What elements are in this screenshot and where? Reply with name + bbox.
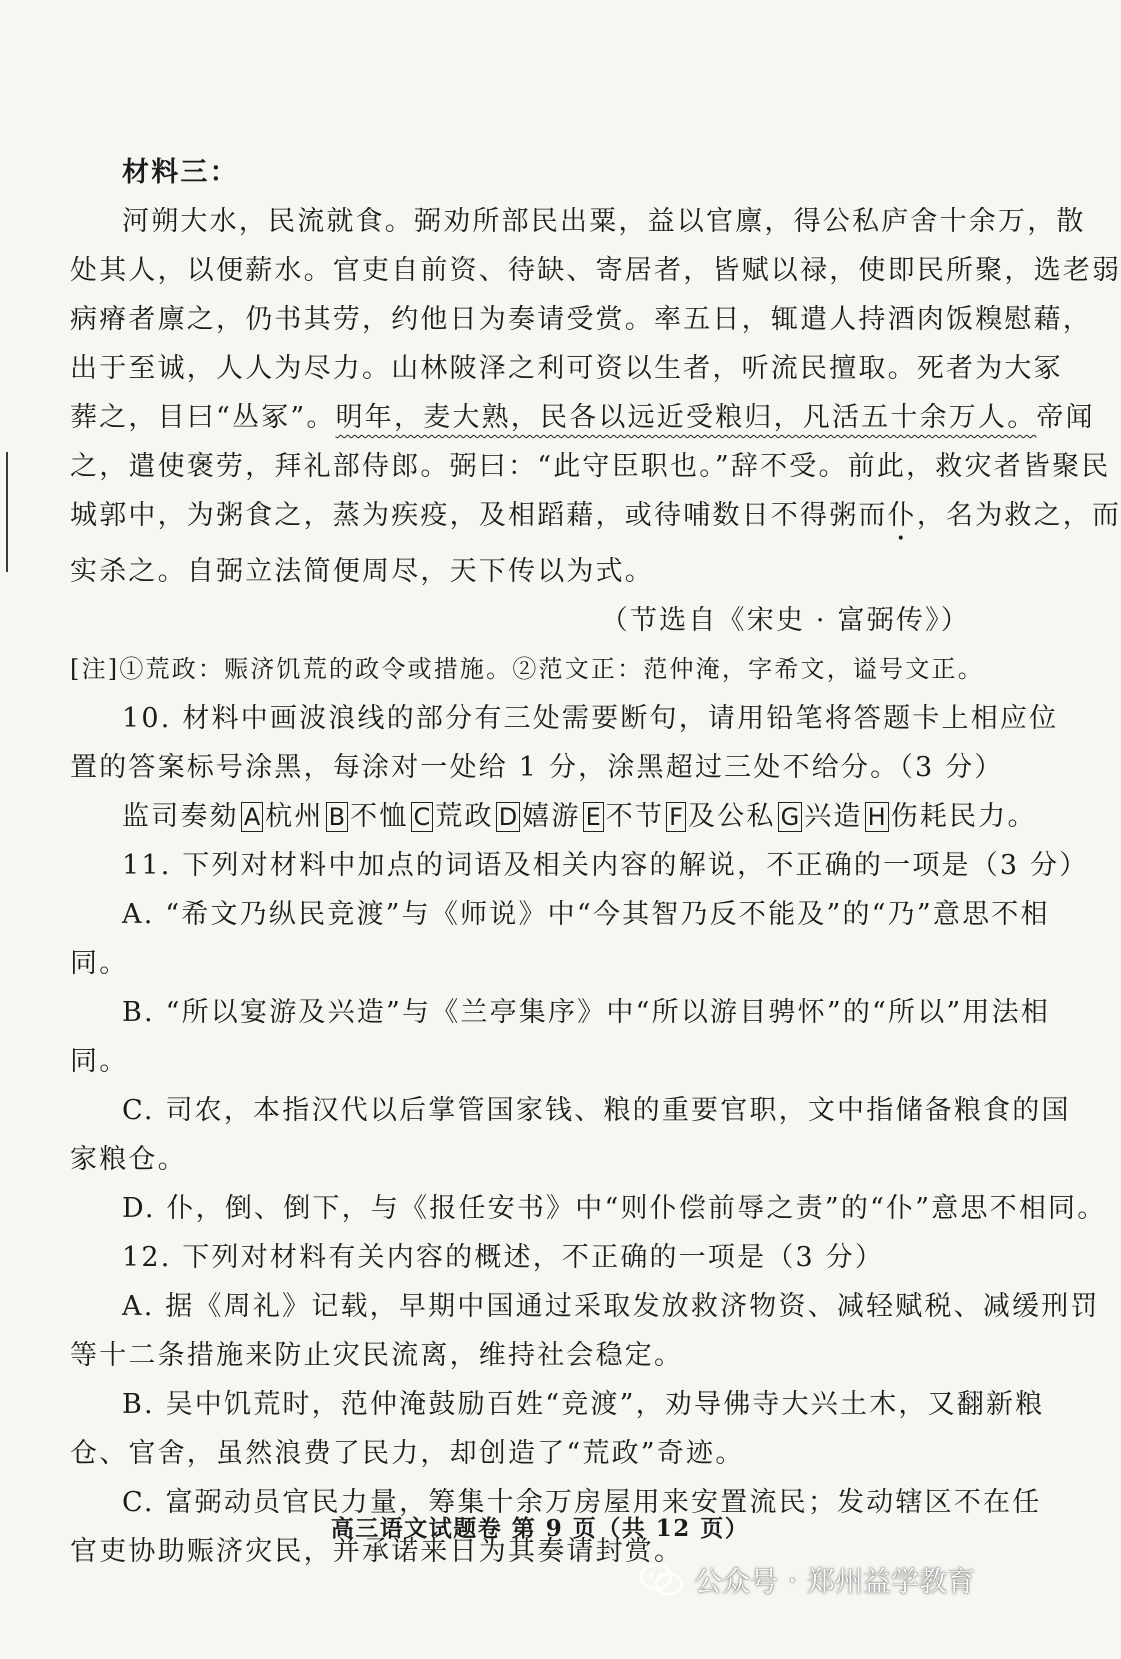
option-c-cont: 官吏协助赈济灾民，并承诺来日为其奏请封赏。 — [70, 1536, 684, 1567]
passage-line: 病瘠者廪之，仍书其劳，约他日为奏请受赏。率五日，辄遣人持酒肉饭糗慰藉， — [70, 304, 1092, 335]
footnote: [注]①荒政：赈济饥荒的政令或措施。②范文正：范仲淹，字希文，谥号文正。 — [70, 655, 984, 683]
option-a-cont: 同。 — [70, 948, 129, 979]
wavy-underlined-sentence: 明年，麦大熟，民各以远近受粮归，凡活五十余万人。 — [335, 402, 1037, 433]
question-stem: 置的答案标号涂黑，每涂对一处给 1 分，涂黑超过三处不给分。（3 分） — [70, 752, 1004, 783]
passage-line: 出于至诚，人人为尽力。山林陂泽之利可资以生者，听流民擅取。死者为大冢 — [70, 353, 1063, 384]
passage-line: 之，遣使褒劳，拜礼部侍郎。弼曰：“此守臣职也。”辞不受。前此，救灾者皆聚民 — [70, 451, 1111, 482]
answer-box: H — [865, 802, 889, 832]
option-c: C. 富弼动员官民力量，筹集十余万房屋用来安置流民；发动辖区不在任 — [122, 1487, 1042, 1518]
dotted-word: 仆 — [887, 500, 917, 531]
option-d: D. 仆，倒、倒下，与《报任安书》中“则仆偿前辱之责”的“仆”意思不相同。 — [122, 1193, 1107, 1224]
option-a: A. “希文乃纵民竞渡”与《师说》中“今其智乃反不能及”的“乃”意思不相 — [122, 899, 1050, 930]
answer-box: F — [666, 802, 686, 832]
section-title: 材料三： — [122, 157, 239, 188]
segment-text: 荒政 — [435, 801, 494, 832]
answer-box: E — [583, 802, 604, 832]
question-stem: 10. 材料中画波浪线的部分有三处需要断句，请用铅笔将答题卡上相应位 — [122, 703, 1059, 734]
passage — [70, 197, 1121, 596]
question-11 — [70, 841, 1107, 1233]
wechat-icon — [638, 1562, 686, 1598]
watermark-label: 公众号 — [694, 1565, 779, 1598]
watermark — [638, 1560, 975, 1600]
option-c: C. 司农，本指汉代以后掌管国家钱、粮的重要官职，文中指储备粮食的国 — [122, 1095, 1071, 1126]
option-b: B. “所以宴游及兴造”与《兰亭集序》中“所以游目骋怀”的“所以”用法相 — [122, 997, 1051, 1028]
passage-line — [70, 491, 1121, 547]
answer-box: G — [778, 802, 803, 832]
segment-text: 伤耗民力。 — [890, 801, 1037, 832]
segment-text: 兴造 — [804, 801, 863, 832]
segment-text: 不恤 — [350, 801, 409, 832]
answer-box: B — [326, 802, 348, 832]
question-stem: 12. 下列对材料有关内容的概述，不正确的一项是（3 分） — [122, 1242, 885, 1273]
passage-line — [70, 393, 1095, 442]
question-stem: 11. 下列对材料中加点的词语及相关内容的解说，不正确的一项是（3 分） — [122, 850, 1089, 881]
passage-text: 葬之，目曰“丛冢”。 — [70, 402, 336, 433]
answer-box: A — [241, 802, 263, 832]
watermark-separator: · — [788, 1563, 797, 1597]
option-a: A. 据《周礼》记载，早期中国通过采取发放救济物资、减轻赋税、减缓刑罚 — [122, 1291, 1100, 1322]
passage-text: ，名为救之，而 — [916, 500, 1121, 531]
watermark-account: 郑州益学教育 — [806, 1565, 975, 1598]
segment-text: 嬉游 — [522, 801, 581, 832]
answer-box: C — [411, 802, 434, 832]
page-footer: 高三语文试题卷 第 9 页（共 12 页） — [330, 1515, 750, 1542]
segmentation-line — [70, 792, 1037, 841]
page-content — [70, 148, 1121, 1576]
question-10 — [70, 694, 1059, 841]
passage-line: 实杀之。自弼立法简便周尽，天下传以为式。 — [70, 556, 654, 587]
segment-text: 监司奏劾 — [122, 801, 239, 832]
option-a-cont: 等十二条措施来防止灾民流离，维持社会稳定。 — [70, 1340, 684, 1371]
passage-text: 城郭中，为粥食之，蒸为疾疫，及相蹈藉，或待哺数日不得粥而 — [70, 500, 888, 531]
segment-text: 及公私 — [687, 801, 776, 832]
option-c-cont: 家粮仓。 — [70, 1144, 187, 1175]
option-b-cont: 仓、官舍，虽然浪费了民力，却创造了“荒政”奇迹。 — [70, 1438, 745, 1469]
passage-text: 帝闻 — [1036, 402, 1095, 433]
segment-text: 不节 — [605, 801, 665, 832]
margin-line — [6, 452, 8, 572]
option-b: B. 吴中饥荒时，范仲淹鼓励百姓“竞渡”，劝导佛寺大兴土木，又翻新粮 — [122, 1389, 1045, 1420]
segment-text: 杭州 — [265, 801, 324, 832]
source-citation: （节选自《宋史 · 富弼传》） — [600, 605, 970, 636]
answer-box: D — [496, 802, 520, 832]
passage-line: 河朔大水，民流就食。弼劝所部民出粟，益以官廪，得公私庐舍十余万，散 — [122, 206, 1086, 237]
passage-line: 处其人，以便薪水。官吏自前资、待缺、寄居者，皆赋以禄，使即民所聚，选老弱 — [70, 255, 1121, 286]
option-b-cont: 同。 — [70, 1046, 129, 1077]
